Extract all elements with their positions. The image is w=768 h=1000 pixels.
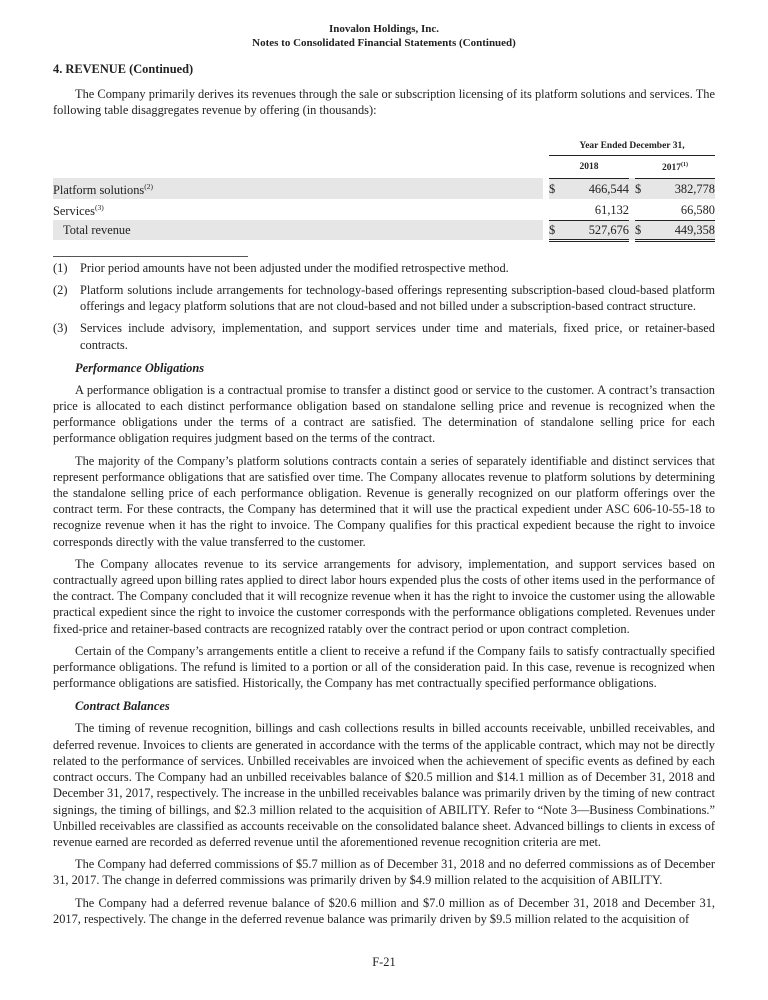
row-label: Services$^{(3)}$ bbox=[53, 203, 104, 219]
performance-obligations-heading: Performance Obligations bbox=[75, 360, 205, 375]
body-paragraph: The Company had a deferred revenue balance of $20.6 million and $7.0 million as of December 31, 2018 and December 31, 2017, respectively. The change in the deferred revenue balance was primarily driven by $9.5 million related to the acquisition of bbox=[53, 895, 715, 926]
column-header-2018: 2018 bbox=[549, 156, 629, 178]
period-header: Year Ended December 31, bbox=[549, 137, 715, 156]
currency-symbol: $ bbox=[635, 220, 649, 240]
value-2018: 527,676 bbox=[563, 220, 629, 240]
document-page bbox=[53, 0, 715, 927]
column-header-2017: 2017$^{(1)}$ bbox=[635, 156, 715, 178]
body-paragraph: A performance obligation is a contractual promise to transfer a distinct good or service to the customer. A contract’s transaction price is allocated to each distinct performance obligation based on standalone selling price and revenue is recognized when the performance obligations under the terms of a contract are satisfied. The determination of standalone selling price for each performance obligation requires judgment based on the terms of the contract. bbox=[53, 382, 715, 446]
footnote-ref: (2) bbox=[144, 182, 153, 192]
table-row bbox=[53, 199, 715, 220]
value-2017: 382,778 bbox=[649, 178, 715, 199]
intro-paragraph: The Company primarily derives its revenues through the sale or subscription licensing of its platform solutions and services. The following table disaggregates revenue by offering (in thousands): bbox=[53, 87, 715, 118]
currency-symbol bbox=[635, 199, 649, 220]
footnote: (1) Prior period amounts have not been adjusted under the modified retrospective method. bbox=[53, 260, 509, 275]
value-2018: 61,132 bbox=[594, 202, 629, 217]
value-2017: 449,358 bbox=[649, 220, 715, 240]
row-label: Total revenue bbox=[53, 220, 543, 240]
footnote: (3) Services include advisory, implementation, and support services under time and materials, fixed price, or retainer-based contracts. bbox=[53, 321, 715, 352]
row-label: Platform solutions$^{(2)}$ bbox=[53, 178, 543, 199]
footnote-ref: (3) bbox=[94, 203, 104, 213]
section-title: 4. REVENUE (Continued) bbox=[53, 62, 194, 76]
table-row bbox=[53, 178, 715, 199]
currency-symbol bbox=[549, 199, 563, 220]
currency-symbol: $ bbox=[549, 178, 563, 199]
body-paragraph: The majority of the Company’s platform solutions contracts contain a series of separately identifiable and distinct services that represent performance obligations that are satisfied over time. The Company allocates revenue to platform solutions by determining the standalone selling price of each performance obligation. Revenue is generally recognized on our platform offerings over the contract term. For these contracts, the Company has determined that it will use the practical expedient under ASC 606-10-55-18 to recognize revenue when it has the right to invoice. The Company qualifies for this practical expedient because the right to invoice corresponds directly with the value transferred to the customer. bbox=[53, 453, 715, 549]
value-2018: 466,544 bbox=[563, 178, 629, 199]
body-paragraph: Certain of the Company’s arrangements entitle a client to receive a refund if the Company fails to satisfy contractually specified performance obligations. The refund is limited to a portion or all of the consideration paid. In this case, revenue is recognized when performance obligations are satisfied. Historically, the Company has met contractually specified performance obligations. bbox=[53, 643, 715, 691]
currency-symbol: $ bbox=[549, 220, 563, 240]
footnote-ref: (1) bbox=[681, 162, 688, 169]
footnote-divider bbox=[53, 256, 248, 257]
currency-symbol: $ bbox=[635, 178, 649, 199]
value-2017: 66,580 bbox=[680, 202, 715, 217]
body-paragraph: The Company allocates revenue to its service arrangements for advisory, implementation, and support services based on contractually agreed upon billing rates applied to direct labor hours expended plus the costs of other items used in the performance of the contract. The Company concluded that it will recognize revenue when it has the right to invoice the customer using the allowable practical expedient since the right to invoice the customer corresponds with the performance obligations completed. Revenues under fixed-price and retainer-based contracts are recognized ratably over the contract period or upon contract completion. bbox=[53, 556, 715, 636]
table-column-header-row bbox=[53, 156, 715, 178]
body-paragraph: The Company had deferred commissions of $5.7 million as of December 31, 2018 and no deferred commissions as of December 31, 2017. The change in deferred commissions was primarily driven by $4.9 million related to the acquisition of ABILITY. bbox=[53, 857, 715, 888]
body-paragraph: The timing of revenue recognition, billings and cash collections results in billed accounts receivable, unbilled receivables, and deferred revenue. Invoices to clients are generated in accordance with the terms of the applicable contract, which may not be directly related to the performance of services. Unbilled receivables are invoiced when the achievement of specific events as defined by each contract occurs. The Company had an unbilled receivables balance of $20.5 million and $14.1 million as of December 31, 2018 and December 31, 2017, respectively. The increase in the unbilled receivables balance was primarily driven by the timing of new contract signings, the timing of billings, and $2.3 million related to the acquisition of ABILITY. Refer to “Note 3—Business Combinations.” Unbilled receivables are classified as accounts receivable on the consolidated balance sheet. Advanced billings to clients in excess of revenue earned are recorded as deferred revenue until the aforementioned revenue recognition criteria are met. bbox=[53, 721, 715, 849]
table-row-total bbox=[53, 220, 715, 240]
table-period-header-row bbox=[53, 137, 715, 156]
revenue-table bbox=[53, 137, 715, 241]
document-subtitle: Notes to Consolidated Financial Statements (Continued) bbox=[252, 37, 516, 49]
contract-balances-heading: Contract Balances bbox=[75, 699, 170, 714]
page-number: F-21 bbox=[372, 955, 396, 969]
company-name: Inovalon Holdings, Inc. bbox=[328, 23, 440, 35]
footnote: (2) Platform solutions include arrangements for technology-based offerings representing subscription-based cloud-based platform offerings and legacy platform solutions that are not cloud-based and not billed under a subscription-based contract structure. bbox=[53, 283, 715, 314]
